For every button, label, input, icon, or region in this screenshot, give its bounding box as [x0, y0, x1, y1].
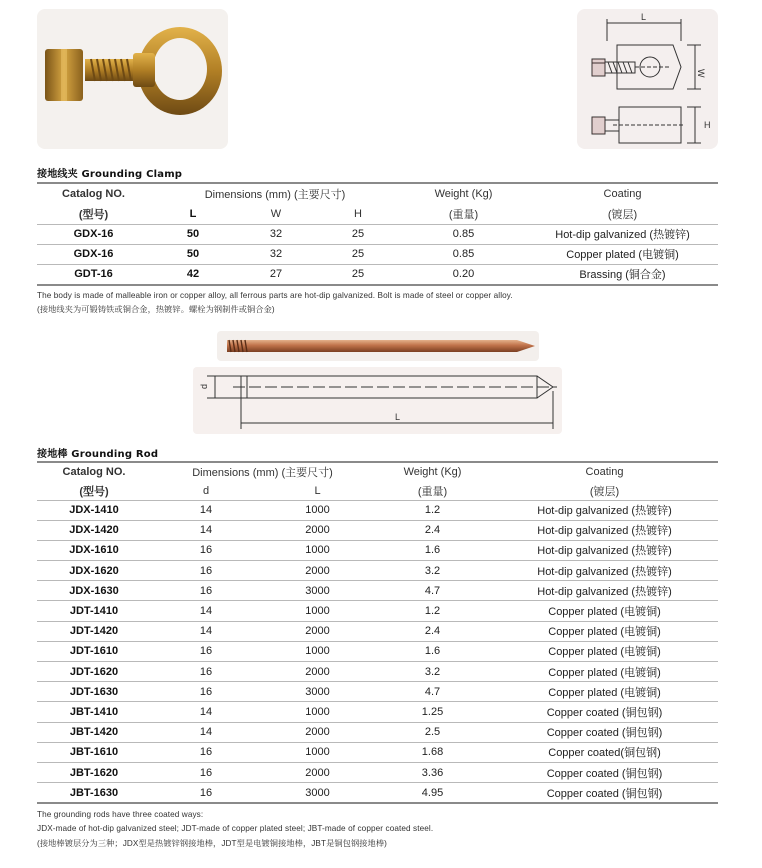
coating-cell: Copper coated (铜包钢) [491, 762, 718, 782]
weight-cell: 1.68 [374, 742, 491, 762]
table-row [37, 783, 718, 803]
rod-col-catalog-cn: (型号) [79, 485, 109, 498]
clamp-col-weight: Weight (Kg) [434, 188, 493, 200]
rod-col-weight: Weight (Kg) [403, 466, 462, 478]
table-row [37, 561, 718, 581]
catalog-cell: GDX-16 [37, 224, 150, 244]
table-row [37, 662, 718, 682]
rod-photo [217, 331, 539, 361]
dim-L-cell: 1000 [261, 601, 374, 621]
rod-dim-L-label: L [395, 412, 401, 422]
dim-L-cell: 2000 [261, 520, 374, 540]
dim-L-cell: 2000 [261, 561, 374, 581]
coating-cell: Copper plated (电镀铜) [491, 641, 718, 661]
rod-col-catalog: Catalog NO. [62, 466, 126, 478]
weight-cell: 4.7 [374, 682, 491, 702]
dim-L-cell: 50 [150, 224, 236, 244]
table-row [37, 244, 718, 264]
clamp-spec-table [37, 184, 718, 284]
catalog-cell: GDT-16 [37, 264, 150, 284]
table-row [37, 722, 718, 742]
rod-col-d: d [202, 484, 210, 497]
dim-W-cell: 27 [236, 264, 316, 284]
dim-d-cell: 16 [151, 682, 261, 702]
rod-note-line-1: The grounding rods have three coated ways: [37, 810, 204, 819]
weight-cell: 4.95 [374, 783, 491, 803]
coating-cell: Brassing (铜合金) [527, 264, 718, 284]
catalog-cell: JDT-1630 [37, 682, 151, 702]
table-row [37, 520, 718, 540]
catalog-cell: JDT-1420 [37, 621, 151, 641]
catalog-cell: JDT-1410 [37, 601, 151, 621]
table-row [37, 500, 718, 520]
dim-d-cell: 14 [151, 702, 261, 722]
dim-L-cell: 1000 [261, 641, 374, 661]
dim-H-cell: 25 [316, 244, 400, 264]
table-row [37, 641, 718, 661]
dim-L-cell: 42 [150, 264, 236, 284]
clamp-note-cn: (接地线夹为可锻铸铁或铜合金，热镀锌。螺栓为钢制件或铜合金) [37, 305, 275, 314]
dim-L-cell: 2000 [261, 762, 374, 782]
dim-d-cell: 16 [151, 783, 261, 803]
rod-photo-drawing [217, 331, 539, 361]
catalog-cell: JDX-1410 [37, 500, 151, 520]
coating-cell: Copper coated (铜包钢) [491, 783, 718, 803]
clamp-dim-L-label: L [641, 12, 647, 22]
dim-W-cell: 32 [236, 244, 316, 264]
dim-L-cell: 1000 [261, 742, 374, 762]
clamp-note-en: The body is made of malleable iron or copper alloy, all ferrous parts are hot-dip galvanized. Bolt is made of steel or copper alloy. [37, 291, 513, 300]
rod-col-weight-cn: (重量) [417, 485, 448, 498]
clamp-col-catalog-cn: (型号) [78, 208, 109, 221]
table-row [37, 762, 718, 782]
weight-cell: 1.2 [374, 500, 491, 520]
catalog-cell: JDT-1610 [37, 641, 151, 661]
weight-cell: 2.4 [374, 520, 491, 540]
clamp-col-dimensions: Dimensions (mm) (主要尺寸) [204, 189, 346, 201]
clamp-photo [37, 9, 228, 149]
dim-L-cell: 3000 [261, 581, 374, 601]
dim-L-cell: 50 [150, 244, 236, 264]
clamp-col-W: W [270, 207, 282, 220]
table-row [37, 224, 718, 244]
dim-W-cell: 32 [236, 224, 316, 244]
rod-col-L: L [314, 484, 321, 497]
weight-cell: 2.5 [374, 722, 491, 742]
clamp-dim-W-label: W [696, 69, 706, 78]
weight-cell: 3.2 [374, 662, 491, 682]
coating-cell: Copper coated(铜包钢) [491, 742, 718, 762]
catalog-cell: JDX-1420 [37, 520, 151, 540]
clamp-drawing [577, 9, 718, 149]
coating-cell: Hot-dip galvanized (热镀锌) [491, 540, 718, 560]
dim-d-cell: 16 [151, 641, 261, 661]
dim-L-cell: 1000 [261, 540, 374, 560]
table-row [37, 621, 718, 641]
coating-cell: Copper plated (电镀铜) [491, 662, 718, 682]
dim-d-cell: 14 [151, 601, 261, 621]
dim-d-cell: 14 [151, 722, 261, 742]
clamp-col-coating: Coating [603, 188, 642, 200]
dim-d-cell: 14 [151, 621, 261, 641]
catalog-cell: JBT-1620 [37, 762, 151, 782]
weight-cell: 3.2 [374, 561, 491, 581]
weight-cell: 1.6 [374, 641, 491, 661]
dim-d-cell: 16 [151, 540, 261, 560]
coating-cell: Hot-dip galvanized (热镀锌) [491, 500, 718, 520]
catalog-cell: JDX-1610 [37, 540, 151, 560]
coating-cell: Copper coated (铜包钢) [491, 722, 718, 742]
dim-L-cell: 3000 [261, 682, 374, 702]
coating-cell: Copper plated (电镀铜) [491, 621, 718, 641]
clamp-col-L: L [189, 207, 197, 220]
weight-cell: 2.4 [374, 621, 491, 641]
rod-drawing [193, 367, 562, 434]
dim-L-cell: 3000 [261, 783, 374, 803]
dim-d-cell: 16 [151, 762, 261, 782]
coating-cell: Copper plated (电镀铜) [527, 244, 718, 264]
catalog-cell: JDX-1630 [37, 581, 151, 601]
catalog-cell: JDT-1620 [37, 662, 151, 682]
table-row [37, 601, 718, 621]
dim-d-cell: 16 [151, 581, 261, 601]
coating-cell: Copper coated (铜包钢) [491, 702, 718, 722]
rod-col-dimensions: Dimensions (mm) (主要尺寸) [192, 467, 333, 479]
clamp-section-title: 接地线夹 Grounding Clamp [37, 169, 183, 180]
dim-d-cell: 14 [151, 500, 261, 520]
dim-L-cell: 2000 [261, 722, 374, 742]
coating-cell: Copper plated (电镀铜) [491, 682, 718, 702]
dim-L-cell: 1000 [261, 702, 374, 722]
dim-L-cell: 1000 [261, 500, 374, 520]
dim-d-cell: 16 [151, 561, 261, 581]
weight-cell: 3.36 [374, 762, 491, 782]
table-row [37, 264, 718, 284]
weight-cell: 1.2 [374, 601, 491, 621]
table-row [37, 702, 718, 722]
catalog-cell: JBT-1410 [37, 702, 151, 722]
table-row [37, 682, 718, 702]
weight-cell: 0.85 [400, 244, 527, 264]
rod-col-coating: Coating [585, 466, 624, 478]
coating-cell: Hot-dip galvanized (热镀锌) [527, 224, 718, 244]
dim-H-cell: 25 [316, 264, 400, 284]
catalog-cell: JBT-1610 [37, 742, 151, 762]
rod-dim-d-label: d [199, 383, 209, 389]
clamp-photo-drawing [37, 9, 228, 149]
clamp-header-row-1 [37, 184, 718, 204]
rod-table-bottom-rule [37, 802, 718, 804]
table-row [37, 540, 718, 560]
table-row [37, 581, 718, 601]
dim-L-cell: 2000 [261, 662, 374, 682]
clamp-col-H: H [354, 207, 362, 220]
dim-L-cell: 2000 [261, 621, 374, 641]
weight-cell: 0.85 [400, 224, 527, 244]
weight-cell: 1.25 [374, 702, 491, 722]
dim-d-cell: 16 [151, 742, 261, 762]
rod-header-row-1 [37, 462, 718, 482]
clamp-col-coating-cn: (镀层) [607, 208, 638, 221]
rod-note-line-3: (接地棒镀层分为三种；JDX型是热镀锌钢接地棒，JDT型是电镀铜接地棒，JBT是铜包钢接地棒) [37, 839, 387, 848]
rod-section-title: 接地棒 Grounding Rod [37, 449, 159, 460]
dim-d-cell: 14 [151, 520, 261, 540]
rod-note-line-2: JDX-made of hot-dip galvanized steel; JDT-made of copper plated steel; JBT-made of copper coated steel. [37, 824, 434, 833]
dim-H-cell: 25 [316, 224, 400, 244]
clamp-table-bottom-rule [37, 284, 718, 286]
catalog-cell: JBT-1420 [37, 722, 151, 742]
weight-cell: 0.20 [400, 264, 527, 284]
table-row [37, 742, 718, 762]
catalog-cell: GDX-16 [37, 244, 150, 264]
dim-d-cell: 16 [151, 662, 261, 682]
coating-cell: Hot-dip galvanized (热镀锌) [491, 520, 718, 540]
clamp-col-weight-cn: (重量) [448, 208, 479, 221]
coating-cell: Hot-dip galvanized (热镀锌) [491, 581, 718, 601]
rod-drawing-svg [193, 367, 562, 434]
clamp-drawing-svg [577, 9, 718, 149]
clamp-col-catalog: Catalog NO. [62, 188, 125, 200]
rod-header-row-2 [37, 482, 718, 500]
catalog-cell: JDX-1620 [37, 561, 151, 581]
rod-col-coating-cn: (镀层) [589, 485, 620, 498]
weight-cell: 1.6 [374, 540, 491, 560]
coating-cell: Hot-dip galvanized (热镀锌) [491, 561, 718, 581]
weight-cell: 4.7 [374, 581, 491, 601]
catalog-cell: JBT-1630 [37, 783, 151, 803]
rod-spec-table [37, 462, 718, 803]
clamp-header-row-2 [37, 204, 718, 224]
clamp-dim-H-label: H [704, 120, 711, 130]
coating-cell: Copper plated (电镀铜) [491, 601, 718, 621]
